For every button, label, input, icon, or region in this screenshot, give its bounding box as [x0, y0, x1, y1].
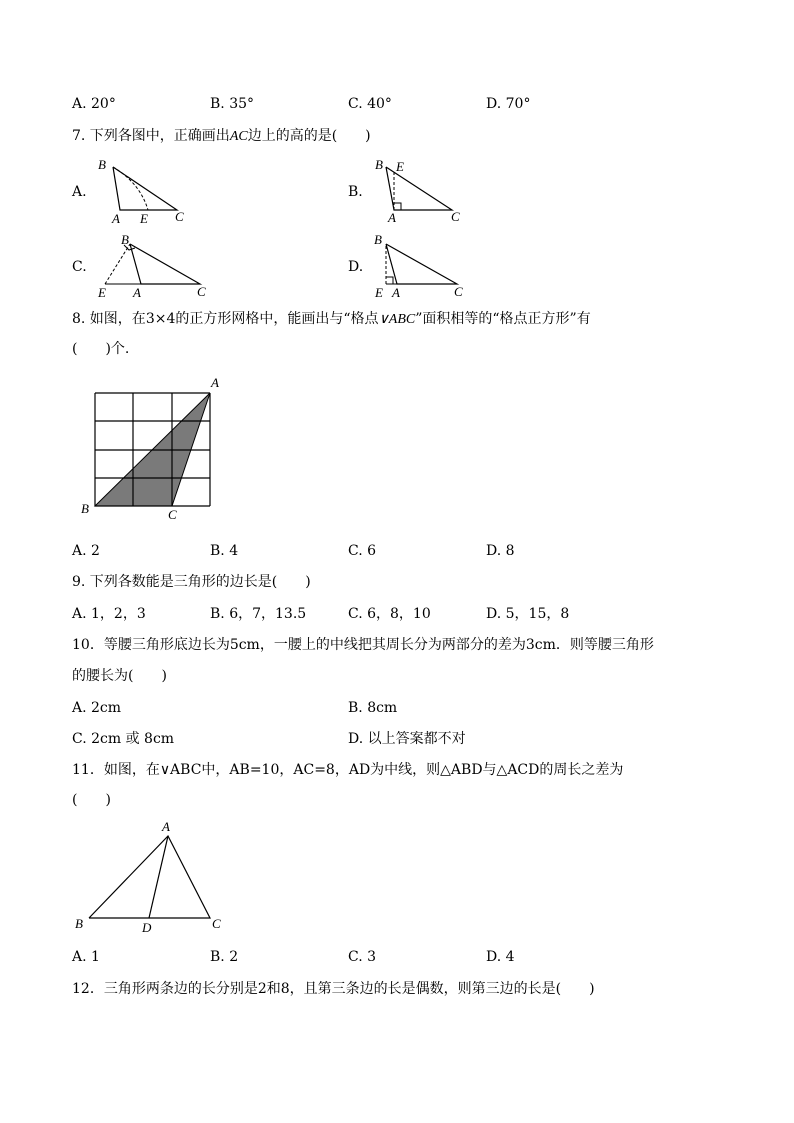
q7-figure-a [92, 155, 192, 227]
q7a-label-e: E [140, 211, 148, 226]
q9-option-b: B. 6，7，13.5 [210, 606, 307, 622]
q8-option-b: B. 4 [210, 543, 239, 559]
q8-stem-text-c: ”面积相等的“格点正方形”有 [415, 311, 591, 327]
q11-median-ad [149, 836, 168, 918]
q11-option-c: C. 3 [348, 949, 377, 965]
q7-option-a-label: A. [72, 184, 87, 200]
q9-option-a: A. 1，2，3 [72, 606, 146, 622]
q6-option-a: A. 20° [72, 96, 116, 112]
q7d-right-angle [386, 277, 393, 284]
q11-stem: 11．如图，在∨ABC中，AB=10，AC=8，AD为中线，则△ABD与△ACD的周长之差为 [72, 762, 624, 778]
q11-triangle [89, 836, 210, 918]
q6-option-c: C. 40° [348, 96, 392, 112]
q8-stem-line2: ( )个. [72, 341, 130, 357]
q10-stem-line1: 10．等腰三角形底边长为5cm，一腰上的中线把其周长分为两部分的差为3cm．则等腰三角形 [72, 637, 654, 653]
q10-option-c: C. 2cm 或 8cm [72, 731, 175, 747]
q7d-triangle [386, 244, 457, 284]
q7-stem-text-b: 边上的高的是( ) [247, 128, 371, 144]
q9-option-c: C. 6，8，10 [348, 606, 431, 622]
q7c-triangle [130, 244, 200, 284]
q7b-label-a: A [388, 210, 396, 225]
q8-stem-text-a: 8. 如图，在 [72, 311, 146, 327]
q7-option-c-label: C. [72, 259, 87, 275]
q10-option-a: A. 2cm [72, 700, 122, 716]
q11-option-a: A. 1 [72, 949, 100, 965]
q7-figure-b [372, 155, 472, 227]
q7b-label-e: E [396, 159, 404, 174]
q8-grid-size: 3×4 [145, 311, 176, 327]
q11-label-a: A [162, 819, 170, 834]
q7a-label-c: C [175, 209, 184, 224]
q7a-dashed-altitude [113, 167, 148, 210]
q11-label-d: D [142, 920, 152, 935]
q8-label-c: C [168, 507, 177, 522]
q7c-dashed-altitude [105, 244, 130, 284]
q7b-right-angle [394, 203, 401, 210]
q11-triangle-figure [70, 818, 230, 936]
q11-label-c: C [212, 916, 221, 931]
q7d-label-b: B [374, 232, 382, 247]
q11-stem-line2: ( ) [72, 792, 111, 808]
q7-option-b-label: B. [348, 184, 363, 200]
q11-option-b: B. 2 [210, 949, 239, 965]
q7-stem-var: AC [229, 129, 248, 144]
q8-stem-text-b: 的正方形网格中，能画出与“格点 [175, 311, 379, 327]
q7d-label-a: A [392, 285, 400, 300]
q7c-label-a: A [133, 285, 141, 300]
q7c-label-e: E [98, 285, 106, 300]
q11-label-b: B [75, 916, 83, 931]
q7-option-d-label: D. [348, 259, 364, 275]
q6-option-d: D. 70° [486, 96, 531, 112]
q8-stem [72, 310, 591, 329]
q7c-label-b: B [121, 232, 129, 247]
q9-stem: 9. 下列各数能是三角形的边长是( ) [72, 574, 311, 590]
q8-label-b: B [81, 501, 89, 516]
q11-option-d: D. 4 [486, 949, 515, 965]
q12-stem: 12．三角形两条边的长分别是2和8，且第三条边的长是偶数，则第三边的长是( ) [72, 981, 595, 997]
q8-option-c: C. 6 [348, 543, 377, 559]
q7d-label-c: C [454, 284, 463, 299]
q9-option-d: D. 5，15，8 [486, 606, 570, 622]
q7-figure-d [370, 232, 470, 304]
q6-option-b: B. 35° [210, 96, 255, 112]
q7-stem-text-a: 7. 下列各图中，正确画出 [72, 128, 230, 144]
q7b-label-c: C [451, 209, 460, 224]
q8-grid-figure [76, 375, 226, 523]
q7d-label-e: E [375, 285, 383, 300]
q8-option-d: D. 8 [486, 543, 515, 559]
q8-triangle-name: ∨ABC [378, 312, 416, 327]
q7b-label-b: B [375, 157, 383, 172]
q10-option-d: D. 以上答案都不对 [348, 731, 466, 747]
q7a-label-b: B [98, 157, 106, 172]
q7-figure-c [95, 232, 215, 304]
q7-stem [72, 127, 371, 146]
q10-stem-line2: 的腰长为( ) [72, 668, 167, 684]
q7a-label-a: A [112, 211, 120, 226]
q8-label-a: A [211, 375, 219, 390]
q8-option-a: A. 2 [72, 543, 100, 559]
q7c-label-c: C [197, 284, 206, 299]
q10-option-b: B. 8cm [348, 700, 398, 716]
